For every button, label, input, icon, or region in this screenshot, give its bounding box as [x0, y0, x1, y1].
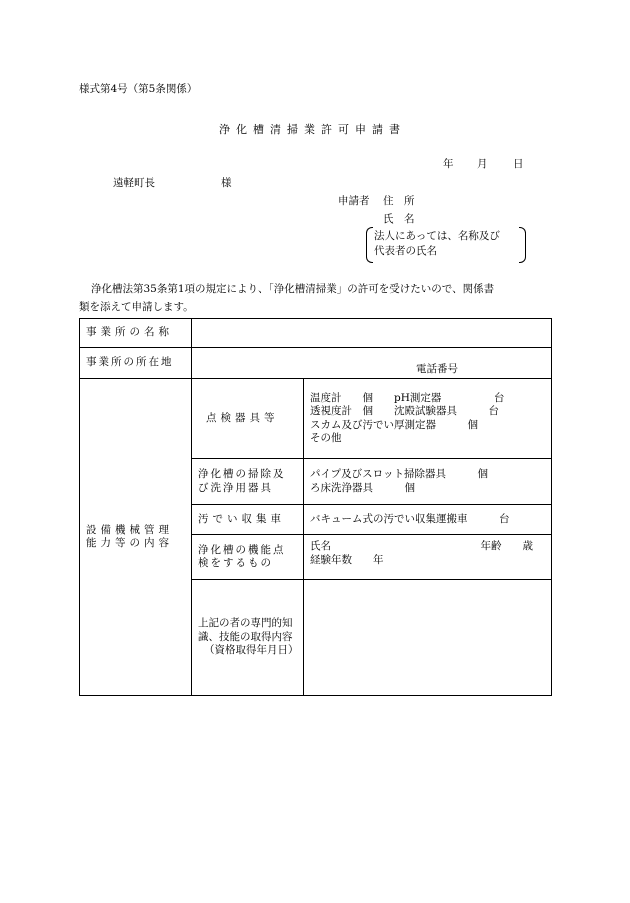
qualification-label	[192, 580, 304, 696]
qualification-text: 上記の者の専門的知識、技能の取得内容	[198, 617, 293, 643]
cleaning-line-2: ろ床洗浄器具 個	[310, 481, 415, 494]
office-address-label: 事業所の所在地	[80, 348, 192, 379]
qualification-field[interactable]	[304, 580, 552, 696]
applicant-address-label: 住 所	[383, 195, 415, 207]
inspector-name-label: 氏名	[310, 540, 331, 552]
office-name-field[interactable]	[192, 319, 552, 348]
category-label: 設備機械管理能力等の内容	[80, 379, 192, 696]
sludge-vehicle-label: 汚でい収集車	[192, 505, 304, 535]
phone-label: 電話番号	[416, 362, 458, 375]
cleaning-line-1: パイプ及びスロット掃除器具 個	[310, 468, 488, 480]
addressee-honorific: 様	[221, 177, 232, 189]
inspector-age-label: 年齢 歳	[480, 540, 533, 552]
corporate-note-line-2: 代表者の氏名	[374, 245, 437, 257]
inspector-label: 浄化槽の機能点検をするもの	[192, 535, 304, 580]
inspection-tools-field[interactable]	[304, 379, 552, 459]
sludge-vehicle-field[interactable]: バキューム式の汚でい収集運搬車 台	[304, 505, 552, 535]
office-name-label: 事業所の名称	[80, 319, 192, 348]
form-number: 様式第4号（第5条関係）	[79, 83, 198, 95]
date-month: 月	[477, 158, 488, 170]
experience-label: 経験年数 年	[310, 553, 384, 566]
date-day: 日	[513, 158, 524, 170]
body-text-line-2: 類を添えて申請します。	[79, 301, 194, 313]
tools-line-4: その他	[310, 432, 342, 444]
inspection-tools-label: 点検器具等	[192, 379, 304, 459]
corporate-note-line-1: 法人にあっては、名称及び	[374, 230, 500, 242]
inspector-field[interactable]	[304, 535, 552, 580]
bracket-right	[519, 227, 526, 263]
tools-line-3: スカム及び汚でい厚測定器 個	[310, 418, 478, 431]
applicant-label: 申請者	[338, 195, 370, 207]
corporate-note	[366, 227, 526, 261]
bracket-left	[366, 227, 373, 263]
tools-line-1: 温度計 個 pH測定器 台	[310, 391, 505, 404]
addressee-name: 遠軽町長	[113, 177, 155, 189]
cleaning-tools-field[interactable]	[304, 459, 552, 505]
qualification-date-text: （資格取得年月日）	[204, 644, 299, 657]
applicant-name-label: 氏 名	[383, 213, 415, 225]
date-year: 年	[443, 158, 454, 170]
cleaning-tools-label: 浄化槽の掃除及び洗浄用器具	[192, 459, 304, 505]
office-address-field[interactable]	[192, 348, 552, 379]
application-table	[79, 318, 552, 696]
page-title: 浄化槽清掃業許可申請書	[219, 123, 406, 136]
tools-line-2: 透視度計 個 沈殿試験器具 台	[310, 405, 499, 417]
body-text-line-1: 浄化槽法第35条第1項の規定により、「浄化槽清掃業」の許可を受けたいので、関係書	[91, 283, 495, 295]
